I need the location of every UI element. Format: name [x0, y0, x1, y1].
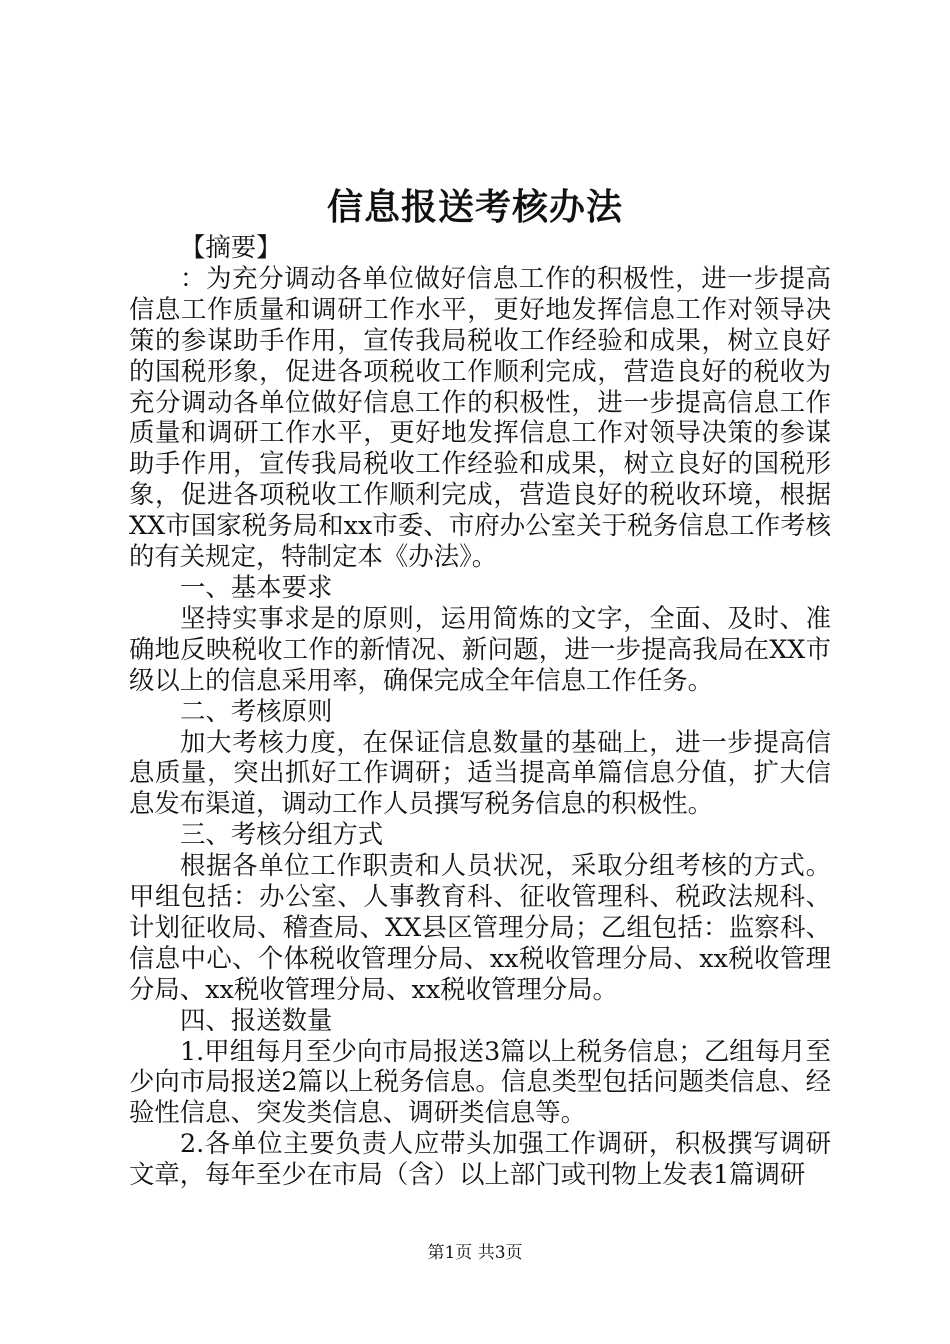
paragraph-abstract: ：为充分调动各单位做好信息工作的积极性，进一步提高信息工作质量和调研工作水平，更好地发挥信息工作对领导决策的参谋助手作用，宣传我局税收工作经验和成果，树立良好的国税形象，促进各项税收工作顺利完成，营造良好的税收为充分调动各单位做好信息工作的积极性，进一步提高信息工作质量和调研工作水平，更好地发挥信息工作对领导决策的参谋助手作用，宣传我局税收工作经验和成果，树立良好的国税形象，促进各项税收工作顺利完成，营造良好的税收环境，根据XX市国家税务局和xx市委、市府办公室关于税务信息工作考核的有关规定，特制定本《办法》。 [129, 262, 831, 572]
paragraph-abstract-heading: 【摘要】 [180, 232, 282, 262]
paragraph: 2.各单位主要负责人应带头加强工作调研，积极撰写调研文章，每年至少在市局（含）以上部门或刊物上发表1篇调研 [129, 1128, 831, 1190]
section-heading-1: 一、基本要求 [180, 571, 333, 602]
paragraph: 加大考核力度，在保证信息数量的基础上，进一步提高信息质量，突出抓好工作调研；适当提高单篇信息分值，扩大信息发布渠道，调动工作人员撰写税务信息的积极性。 [129, 726, 831, 819]
paragraph: 根据各单位工作职责和人员状况，采取分组考核的方式。甲组包括：办公室、人事教育科、征收管理科、税政法规科、计划征收局、稽查局、XX县区管理分局；乙组包括：监察科、信息中心、个体税收管理分局、xx税收管理分局、xx税收管理分局、xx税收管理分局、xx税收管理分局。 [129, 850, 831, 1004]
section-heading-4: 四、报送数量 [180, 1004, 333, 1035]
paragraph: 1.甲组每月至少向市局报送3篇以上税务信息；乙组每月至少向市局报送2篇以上税务信息。信息类型包括问题类信息、经验性信息、突发类信息、调研类信息等。 [129, 1035, 831, 1128]
document-title: 信息报送考核办法 [326, 186, 623, 228]
section-heading-2: 二、考核原则 [180, 695, 333, 726]
paragraph: 坚持实事求是的原则，运用简炼的文字，全面、及时、准确地反映税收工作的新情况、新问题，进一步提高我局在XX市级以上的信息采用率，确保完成全年信息工作任务。 [129, 602, 831, 695]
section-heading-3: 三、考核分组方式 [180, 819, 384, 850]
document-body [129, 232, 831, 1190]
page-number-footer: 第1页 共3页 [427, 1243, 523, 1263]
